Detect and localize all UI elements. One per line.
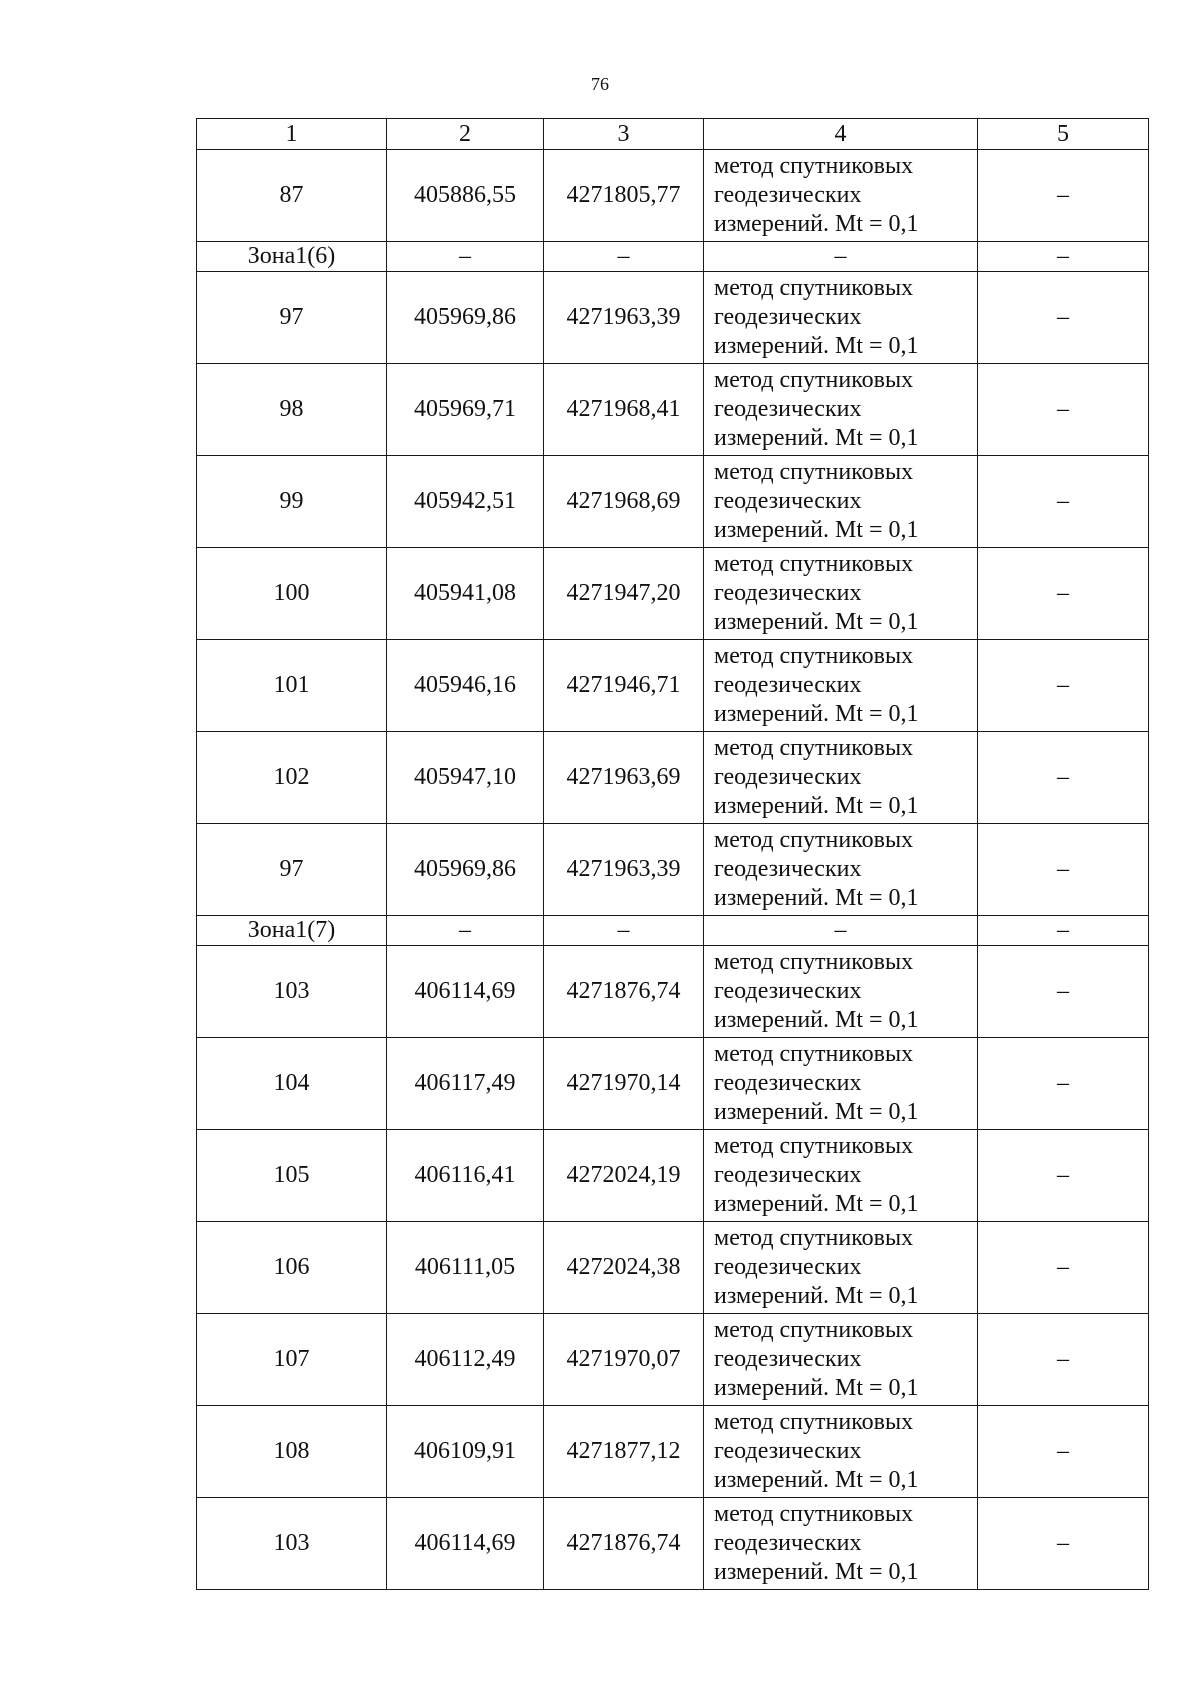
method-line: геодезических [714,672,862,698]
method-line: метод спутниковых [714,367,914,393]
method-line: геодезических [714,1346,862,1372]
method-cell [704,946,978,1038]
zone-dash: – [387,242,544,272]
accuracy-dash: – [978,456,1149,548]
method-cell [704,1314,978,1406]
coordinate-y: 4271946,71 [544,640,704,732]
method-line: метод спутниковых [714,1317,914,1343]
coordinate-y: 4271877,12 [544,1406,704,1498]
method-line: метод спутниковых [714,643,914,669]
zone-dash: – [544,242,704,272]
coordinate-x: 406109,91 [387,1406,544,1498]
method-line: метод спутниковых [714,551,914,577]
accuracy-dash: – [978,1406,1149,1498]
coordinate-x: 405947,10 [387,732,544,824]
coordinate-x: 405886,55 [387,150,544,242]
method-cell [704,1038,978,1130]
method-line: измерений. Mt = 0,1 [714,425,919,451]
accuracy-dash: – [978,640,1149,732]
point-number: 97 [197,824,387,916]
method-cell [704,456,978,548]
coordinate-y: 4271963,39 [544,272,704,364]
column-header: 1 [197,119,387,150]
table-row [197,824,1149,916]
point-number: 105 [197,1130,387,1222]
coordinate-x: 405942,51 [387,456,544,548]
coordinate-x: 405969,71 [387,364,544,456]
coordinate-y: 4272024,19 [544,1130,704,1222]
point-number: 102 [197,732,387,824]
coordinate-y: 4271963,69 [544,732,704,824]
method-cell [704,272,978,364]
point-number: 98 [197,364,387,456]
method-line: метод спутниковых [714,949,914,975]
coordinate-y: 4272024,38 [544,1222,704,1314]
accuracy-dash: – [978,364,1149,456]
zone-row [197,242,1149,272]
zone-dash: – [704,916,978,946]
method-line: геодезических [714,1530,862,1556]
page-number: 76 [591,74,609,94]
coordinate-x: 406111,05 [387,1222,544,1314]
column-header: 4 [704,119,978,150]
table-row [197,1498,1149,1590]
method-line: измерений. Mt = 0,1 [714,1191,919,1217]
zone-row [197,916,1149,946]
accuracy-dash: – [978,272,1149,364]
table-row [197,640,1149,732]
method-line: измерений. Mt = 0,1 [714,333,919,359]
coordinate-x: 405969,86 [387,272,544,364]
method-line: геодезических [714,396,862,422]
method-line: геодезических [714,182,862,208]
table-row [197,732,1149,824]
table-row [197,1130,1149,1222]
table-row [197,364,1149,456]
method-cell [704,548,978,640]
coordinate-x: 405969,86 [387,824,544,916]
method-line: измерений. Mt = 0,1 [714,701,919,727]
method-cell [704,150,978,242]
method-line: метод спутниковых [714,153,914,179]
method-line: измерений. Mt = 0,1 [714,1283,919,1309]
method-cell [704,1498,978,1590]
zone-dash: – [978,242,1149,272]
method-line: метод спутниковых [714,1225,914,1251]
table-body [197,150,1149,1590]
method-line: измерений. Mt = 0,1 [714,1467,919,1493]
coordinate-y: 4271968,41 [544,364,704,456]
coordinate-y: 4271947,20 [544,548,704,640]
method-line: геодезических [714,1162,862,1188]
coordinate-x: 406116,41 [387,1130,544,1222]
table-row [197,1222,1149,1314]
method-line: геодезических [714,856,862,882]
coordinate-y: 4271876,74 [544,1498,704,1590]
method-line: метод спутниковых [714,1409,914,1435]
method-line: метод спутниковых [714,827,914,853]
table-row [197,456,1149,548]
method-line: измерений. Mt = 0,1 [714,517,919,543]
method-line: метод спутниковых [714,1041,914,1067]
method-line: измерений. Mt = 0,1 [714,793,919,819]
method-line: геодезических [714,488,862,514]
zone-dash: – [387,916,544,946]
method-cell [704,732,978,824]
method-cell [704,1130,978,1222]
table-row [197,1314,1149,1406]
method-line: измерений. Mt = 0,1 [714,609,919,635]
method-line: геодезических [714,978,862,1004]
accuracy-dash: – [978,824,1149,916]
point-number: 87 [197,150,387,242]
coordinate-x: 406114,69 [387,946,544,1038]
table-row [197,548,1149,640]
coordinate-x: 406112,49 [387,1314,544,1406]
zone-label: Зона1(7) [197,916,387,946]
point-number: 104 [197,1038,387,1130]
method-line: метод спутниковых [714,1501,914,1527]
method-cell [704,364,978,456]
table-row [197,272,1149,364]
method-cell [704,1222,978,1314]
accuracy-dash: – [978,1498,1149,1590]
accuracy-dash: – [978,946,1149,1038]
point-number: 103 [197,946,387,1038]
method-line: геодезических [714,1254,862,1280]
zone-dash: – [978,916,1149,946]
method-line: измерений. Mt = 0,1 [714,1375,919,1401]
point-number: 106 [197,1222,387,1314]
point-number: 101 [197,640,387,732]
zone-dash: – [704,242,978,272]
coordinates-table [196,118,1149,1590]
coordinate-y: 4271970,07 [544,1314,704,1406]
method-cell [704,1406,978,1498]
column-header: 5 [978,119,1149,150]
method-line: измерений. Mt = 0,1 [714,1559,919,1585]
method-line: геодезических [714,1438,862,1464]
method-line: измерений. Mt = 0,1 [714,885,919,911]
method-line: измерений. Mt = 0,1 [714,211,919,237]
accuracy-dash: – [978,1130,1149,1222]
method-line: метод спутниковых [714,735,914,761]
coordinate-y: 4271968,69 [544,456,704,548]
table-row [197,946,1149,1038]
zone-dash: – [544,916,704,946]
zone-label: Зона1(6) [197,242,387,272]
method-line: геодезических [714,304,862,330]
accuracy-dash: – [978,150,1149,242]
method-cell [704,824,978,916]
table-row [197,1406,1149,1498]
coordinate-y: 4271805,77 [544,150,704,242]
accuracy-dash: – [978,732,1149,824]
method-line: измерений. Mt = 0,1 [714,1099,919,1125]
method-line: метод спутниковых [714,275,914,301]
point-number: 107 [197,1314,387,1406]
method-line: геодезических [714,1070,862,1096]
method-line: геодезических [714,764,862,790]
coordinate-x: 405941,08 [387,548,544,640]
coordinate-x: 406114,69 [387,1498,544,1590]
accuracy-dash: – [978,1314,1149,1406]
table-row [197,150,1149,242]
point-number: 103 [197,1498,387,1590]
coordinate-x: 405946,16 [387,640,544,732]
point-number: 97 [197,272,387,364]
point-number: 100 [197,548,387,640]
table-row [197,1038,1149,1130]
table-header-row [197,119,1149,150]
method-cell [704,640,978,732]
coordinate-y: 4271970,14 [544,1038,704,1130]
method-line: метод спутниковых [714,459,914,485]
accuracy-dash: – [978,1038,1149,1130]
point-number: 108 [197,1406,387,1498]
accuracy-dash: – [978,548,1149,640]
coordinate-y: 4271963,39 [544,824,704,916]
coordinate-y: 4271876,74 [544,946,704,1038]
method-line: измерений. Mt = 0,1 [714,1007,919,1033]
column-header: 3 [544,119,704,150]
accuracy-dash: – [978,1222,1149,1314]
column-header: 2 [387,119,544,150]
coordinate-x: 406117,49 [387,1038,544,1130]
method-line: метод спутниковых [714,1133,914,1159]
method-line: геодезических [714,580,862,606]
point-number: 99 [197,456,387,548]
